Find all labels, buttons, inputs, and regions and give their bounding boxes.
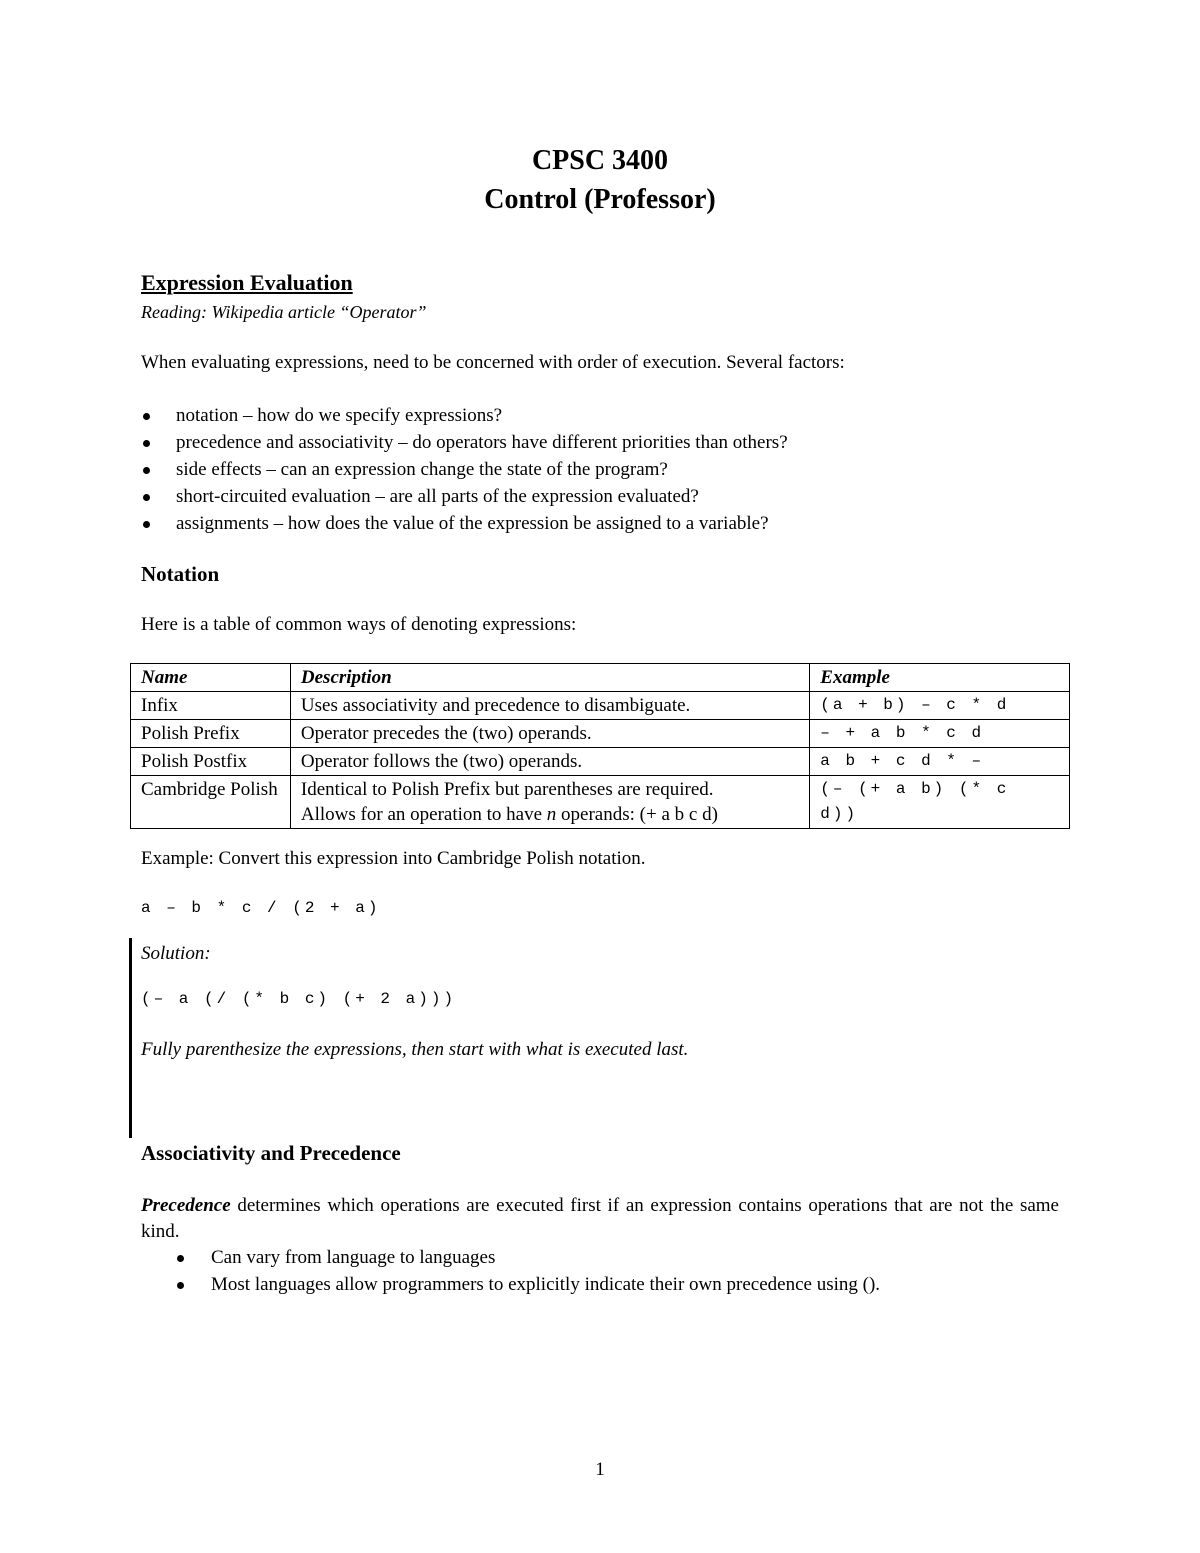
solution-expression: (– a (/ (* b c) (+ 2 a))) bbox=[141, 990, 457, 1008]
bullet-icon bbox=[143, 494, 150, 501]
column-header-description: Description bbox=[290, 664, 809, 692]
cell-name: Cambridge Polish bbox=[131, 776, 291, 829]
section-heading-notation: Notation bbox=[141, 562, 220, 586]
column-header-name: Name bbox=[131, 664, 291, 692]
bullet-icon bbox=[143, 440, 150, 447]
list-item: notation – how do we specify expressions? bbox=[141, 402, 788, 429]
solution-label: Solution: bbox=[141, 943, 211, 964]
precedence-term: Precedence bbox=[141, 1195, 231, 1216]
cell-description: Operator follows the (two) operands. bbox=[290, 748, 809, 776]
precedence-paragraph: Precedence determines which operations are executed first if an expression contains operations that are not the same kind. bbox=[141, 1195, 1059, 1242]
notation-intro: Here is a table of common ways of denoting expressions: bbox=[141, 614, 577, 635]
cell-name: Polish Prefix bbox=[131, 720, 291, 748]
cell-description: Identical to Polish Prefix but parentheses are required. Allows for an operation to have n operands: (+ a b c d) bbox=[290, 776, 809, 829]
cell-example: – + a b * c d bbox=[810, 720, 1070, 748]
bullet-icon bbox=[143, 521, 150, 528]
cell-description: Uses associativity and precedence to disambiguate. bbox=[290, 692, 809, 720]
column-header-example: Example bbox=[810, 664, 1070, 692]
page-number: 1 bbox=[595, 1459, 605, 1480]
table-header-row bbox=[131, 664, 1070, 692]
cell-name: Infix bbox=[131, 692, 291, 720]
section-heading-expression-evaluation: Expression Evaluation bbox=[141, 270, 353, 295]
course-title: CPSC 3400 bbox=[531, 145, 669, 176]
bullet-icon bbox=[177, 1282, 184, 1289]
cell-example: (– (+ a b) (* c d)) bbox=[810, 776, 1070, 829]
list-item: assignments – how does the value of the expression be assigned to a variable? bbox=[141, 510, 788, 537]
table-row bbox=[131, 748, 1070, 776]
cell-example: (a + b) – c * d bbox=[810, 692, 1070, 720]
cell-description: Operator precedes the (two) operands. bbox=[290, 720, 809, 748]
precedence-list bbox=[141, 1244, 880, 1298]
notation-table bbox=[130, 663, 1070, 829]
change-bar bbox=[129, 938, 132, 1138]
bullet-icon bbox=[177, 1255, 184, 1262]
table-row bbox=[131, 776, 1070, 829]
table-row bbox=[131, 692, 1070, 720]
list-item: Can vary from language to languages bbox=[141, 1244, 880, 1271]
list-item: precedence and associativity – do operators have different priorities than others? bbox=[141, 429, 788, 456]
reading-note: Reading: Wikipedia article “Operator” bbox=[141, 302, 427, 322]
table-row bbox=[131, 720, 1070, 748]
cell-name: Polish Postfix bbox=[131, 748, 291, 776]
example-expression: a – b * c / (2 + a) bbox=[141, 899, 381, 917]
list-item: side effects – can an expression change the state of the program? bbox=[141, 456, 788, 483]
factors-list bbox=[141, 402, 788, 537]
intro-paragraph: When evaluating expressions, need to be concerned with order of execution. Several factors: bbox=[141, 352, 845, 373]
bullet-icon bbox=[143, 413, 150, 420]
bullet-icon bbox=[143, 467, 150, 474]
list-item: short-circuited evaluation – are all parts of the expression evaluated? bbox=[141, 483, 788, 510]
document-title: Control (Professor) bbox=[484, 184, 716, 215]
list-item: Most languages allow programmers to explicitly indicate their own precedence using (). bbox=[141, 1271, 880, 1298]
solution-note: Fully parenthesize the expressions, then start with what is executed last. bbox=[141, 1039, 689, 1060]
section-heading-associativity: Associativity and Precedence bbox=[141, 1141, 401, 1165]
example-prompt: Example: Convert this expression into Cambridge Polish notation. bbox=[141, 848, 646, 869]
cell-example: a b + c d * – bbox=[810, 748, 1070, 776]
